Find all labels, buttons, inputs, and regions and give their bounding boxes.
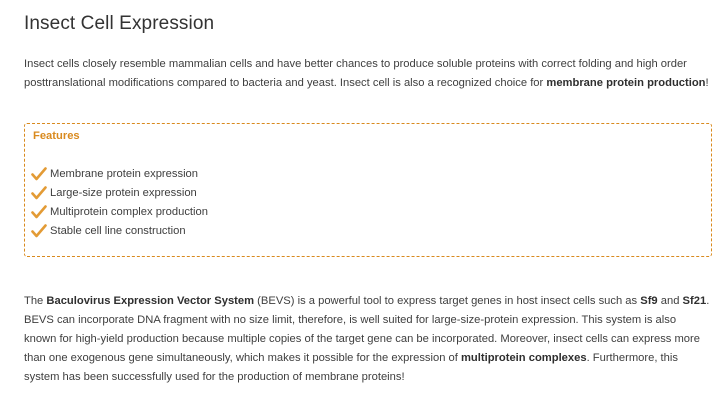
intro-paragraph	[24, 55, 710, 93]
list-item	[31, 183, 208, 202]
check-icon	[31, 167, 47, 181]
list-item	[31, 202, 208, 221]
bevs-text: and	[657, 295, 683, 307]
intro-text: Insect cells closely resemble mammalian cells and have better chances to produce soluble proteins with correct folding and high order posttranslational modifications compared to bacteria and yeast. Insect cell is also a recognized choice for	[24, 58, 687, 89]
feature-label: Multiprotein complex production	[50, 205, 208, 218]
feature-label: Large-size protein expression	[50, 186, 197, 199]
bevs-text: . BEVS can incorporate DNA fragment with no size limit, therefore, is well suited for large-size-protein expression. This system is also known for high-yield production because multiple copies of the target gene can be incorporated. Moreover, insect cells can express more than one exogenous gene simultaneously, which makes it possible for the expression of	[24, 295, 710, 364]
feature-label: Membrane protein expression	[50, 167, 198, 180]
intro-text-end: !	[705, 77, 709, 89]
bevs-text: (BEVS) is a powerful tool to express target genes in host insect cells such as	[254, 295, 641, 307]
intro-highlight: membrane protein production	[546, 77, 706, 89]
bevs-text: . Furthermore, this system has been successfully used for the production of membrane proteins!	[24, 352, 678, 383]
check-icon	[31, 224, 47, 238]
list-item	[31, 164, 208, 183]
check-icon	[31, 186, 47, 200]
features-box	[24, 123, 712, 257]
bevs-paragraph	[24, 292, 710, 387]
list-item	[31, 221, 208, 240]
feature-list	[31, 164, 208, 240]
bevs-highlight: multiprotein complexes	[460, 352, 587, 364]
feature-label: Stable cell line construction	[50, 224, 186, 237]
bevs-text: The	[24, 295, 47, 307]
bevs-highlight: Sf9	[640, 295, 658, 307]
bevs-highlight: Sf21	[682, 295, 707, 307]
features-title: Features	[33, 130, 80, 142]
bevs-highlight: Baculovirus Expression Vector System	[46, 295, 255, 307]
check-icon	[31, 205, 47, 219]
page-title: Insect Cell Expression	[24, 13, 215, 34]
